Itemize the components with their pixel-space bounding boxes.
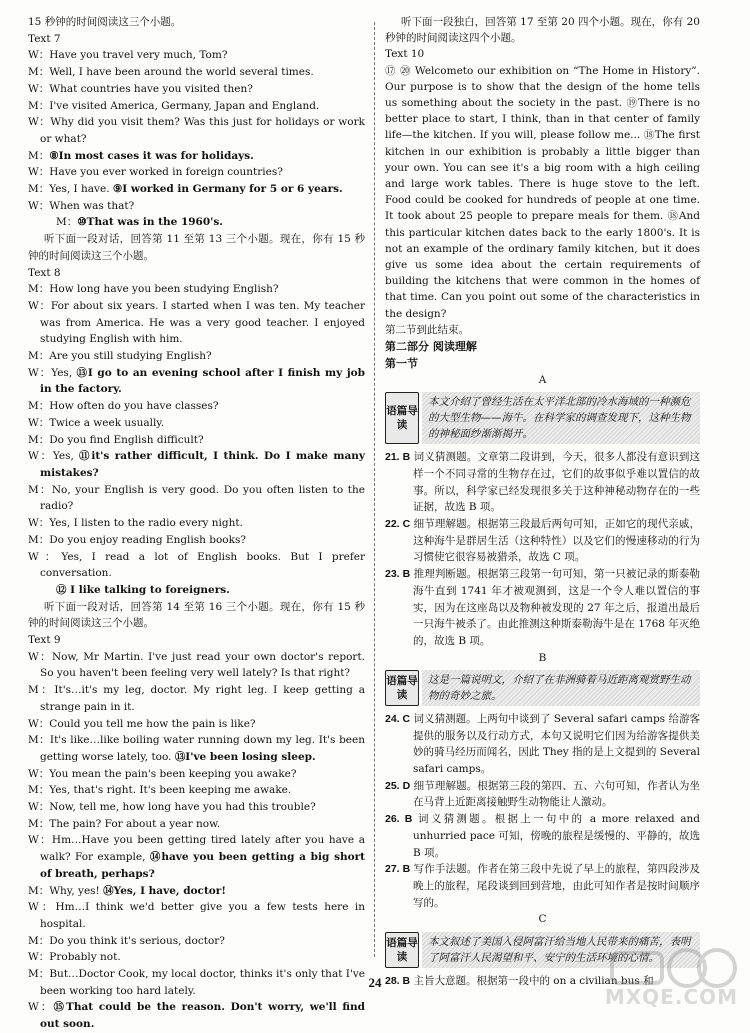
answer-explanation xyxy=(385,516,700,566)
guide-tag: 语篇导读 xyxy=(385,392,419,444)
section-heading: 第一节 xyxy=(385,357,418,371)
answer-text: 词义猜测题。上两句中谈到了 Several safari camps 给游客提供的服务以及行动方式，本句又说明它们因为给游客提供美妙的骑马经历而闻名，因此 They 指的是上文提到的 Several safari camps。 xyxy=(413,712,701,776)
dialogue-line: M：⑧In most cases it was for holidays. xyxy=(28,149,254,162)
answer-explanation xyxy=(385,811,700,861)
dialogue-line: M：Do you think it's serious, doctor? xyxy=(28,934,225,947)
answer-text: 写作手法题。作者在第三段中先说了早上的旅程，第四段涉及晚上的旅程，尾段谈到回到营地，由此可知作者是按时间顺序写的。 xyxy=(413,863,700,909)
dialogue-line: W：Hm…Have you been getting tired lately after you have a walk? For example, ⑭have you been getting a big short of breath, perhaps? xyxy=(28,834,365,880)
dialogue-line: W：Probably not. xyxy=(28,951,121,964)
section-heading: 第二部分 阅读理解 xyxy=(385,340,477,354)
answer-explanation xyxy=(385,566,700,650)
column-divider xyxy=(374,22,375,957)
answer-number: 22. C xyxy=(385,518,411,531)
dialogue-line: W：⑮That could be the reason. Don't worry, we'll find out soon. xyxy=(28,1001,365,1031)
passage-letter: B xyxy=(538,651,547,664)
dialogue-line: M：It's like…like boiling water running down my leg. It's been getting worse lately, too. ⑬I've been losing sleep. xyxy=(28,734,365,763)
dialogue-line: W：For about six years. I started when I was ten. My teacher was from America. He was a very good teacher. I enjoyed studying English with him. xyxy=(28,299,365,346)
dialogue-line: W：Now, tell me, how long have you had this trouble? xyxy=(28,801,316,814)
dialogue-line: M：Do you enjoy reading English books? xyxy=(28,533,246,546)
answer-number: 27. B xyxy=(385,863,411,876)
dialogue-line: M：The pain? For about a year now. xyxy=(28,817,221,830)
answer-number: 28. B xyxy=(385,974,411,987)
text-line: Text 7 xyxy=(28,32,61,45)
dialogue-line: W：When was that? xyxy=(28,199,135,212)
page-number: 24 xyxy=(368,975,382,990)
text-line: Text 8 xyxy=(28,266,61,279)
left-column xyxy=(28,14,365,1033)
dialogue-line: M：Why, yes! ⑭Yes, I have, doctor! xyxy=(28,884,226,897)
text-line: 听下面一段独白，回答第 17 至第 20 四个小题。现在，你有 20 秒钟的时间阅读这四个小题。 xyxy=(385,16,700,45)
answer-text: 细节理解题。根据第三段的第四、五、六句可知，作者认为坐在马背上近距离接触野生动物能让人激动。 xyxy=(413,779,700,809)
dialogue-line: W：Have you travel very much, Tom? xyxy=(28,49,228,62)
dialogue-line: M：Are you still studying English? xyxy=(28,350,212,363)
dialogue-line: M：But…Doctor Cook, my local doctor, thinks it's only that I've been working too hard lately. xyxy=(28,968,365,997)
dialogue-line: M：Well, I have been around the world several times. xyxy=(28,66,314,79)
dialogue-line: M：Yes, that's right. It's been keeping me awake. xyxy=(28,784,292,797)
guide-text: 本文叙述了美国入侵阿富汗给当地人民带来的痛苦，表明了阿富汗人民渴望和平、安宁的生活环境的心情。 xyxy=(422,932,700,968)
dialogue-line: W：Now, Mr Martin. I've just read your own doctor's report. So you haven't been feeling very well lately? Is that right? xyxy=(28,650,365,680)
answer-text: 词义猜测题。根据上一句中的 a more relaxed and unhurried pace 可知，傍晚的旅程是缓慢的、平静的，故选 B 项。 xyxy=(413,813,700,859)
dialogue-line: W：Yes, ⑪it's rather difficult, I think. Do I make many mistakes? xyxy=(28,450,365,479)
answer-text: 推理判断题。根据第三段第一句可知，第一只被记录的斯泰勒海牛直到 1741 年才被观测到，这是一个令人难以置信的事实，因为在这座岛以及物种被发现的 27 年之后，报道出最后一只海牛被杀了。由此推测这种斯泰勒海牛是在 1768 年灭绝的，故选 B 项。 xyxy=(413,568,700,647)
watermark-logo xyxy=(592,943,742,1013)
answer-number: 23. B xyxy=(385,568,411,581)
guide-tag: 语篇导读 xyxy=(385,670,419,706)
text-line: ⑰ ⑳ Welcometo our exhibition on “The Home in History”. Our purpose is to show that the design of the home tells us something about the society in the past. ⑲There is no better place to start, I think, than in that center of family life—the kitchen. If you will, please follow me... ⑱The first kitchen in our exhibition is probably a little bigger than your own. You can see it's a big room with a high ceiling and large work tables. There is huge stove to the left. Food could be cooked for hundreds of people at one time. It took about 25 people to prepare meals for them. ⑱And this particular kitchen dates back to the early 1800's. It is not an example of the ordinary family kitchen, but it does give us some idea about the certain requirements of building the kitchens that were common in the homes of that time. Can you point out some of the characteristics in the design? xyxy=(385,64,700,320)
passage-letter: C xyxy=(538,913,547,926)
dialogue-line: W：Why did you visit them? Was this just for holidays or work or what? xyxy=(28,116,365,145)
answer-number: 24. C xyxy=(385,712,411,725)
text-line: Text 9 xyxy=(28,634,61,647)
answer-explanation xyxy=(385,711,700,778)
passage-guide xyxy=(385,670,700,706)
dialogue-line: M：How often do you have classes? xyxy=(28,400,219,413)
text-line: 15 秒钟的时间阅读这三个小题。 xyxy=(28,16,182,28)
answer-text: 主旨大意题。根据第一段中的 on a civilian bus 和 xyxy=(413,974,654,987)
text-line: 第二节到此结束。 xyxy=(385,323,469,336)
dialogue-line: W：Could you tell me how the pain is like? xyxy=(28,717,256,730)
dialogue-line: W：Hm…I think we'd better give you a few tests here in hospital. xyxy=(28,901,365,930)
passage-letter: A xyxy=(538,374,547,387)
answer-explanation xyxy=(385,449,700,516)
dialogue-line: M：I've visited America, Germany, Japan and England. xyxy=(28,99,320,112)
text-line: 听下面一段对话，回答第 11 至第 13 三个小题。现在，你有 15 秒钟的时间阅读这三个小题。 xyxy=(28,233,365,262)
answer-text: 词义猜测题。文章第二段讲到，今天，很多人都没有意识到这样一个不同寻常的生物存在过，它们的故事似乎难以置信的故事。所以，科学家已经发现很多关于这种神秘动物存在的一些证据，故选 B 项。 xyxy=(413,451,700,514)
answer-text: 细节理解题。根据第三段最后两句可知，正如它的现代亲戚，这种海牛是群居生活（这种特性）以及它们的慢速移动的行为习惯使它很容易被猎杀，故选 C 项。 xyxy=(413,518,700,564)
dialogue-line: M：Do you find English difficult? xyxy=(28,433,204,446)
answer-number: 26. B xyxy=(385,813,413,826)
dialogue-line: W：Yes, ⑬I go to an evening school after I finish my job in the factory. xyxy=(28,366,365,396)
dialogue-line: W：Yes, I read a lot of English books. But I prefer conversation. xyxy=(28,550,365,580)
dialogue-line: M：It's…it's my leg, doctor. My right leg. I keep getting a strange pain in it. xyxy=(28,684,365,713)
dialogue-line: M：Yes, I have. ⑨I worked in Germany for 5 or 6 years. xyxy=(28,183,343,196)
text-line: M：⑩That was in the 1960's. xyxy=(56,216,223,229)
dialogue-line: W：You mean the pain's been keeping you awake? xyxy=(28,767,297,780)
text-line: Text 10 xyxy=(385,48,425,61)
watermark-text: MXQE.COM xyxy=(604,985,738,1009)
guide-tag: 语篇导读 xyxy=(385,932,419,968)
dialogue-line: W：Twice a week usually. xyxy=(28,416,165,429)
answer-number: 21. B xyxy=(385,451,411,464)
text-line: 听下面一段对话，回答第 14 至第 16 三个小题。现在，你有 15 秒钟的时间阅读这三个小题。 xyxy=(28,600,365,630)
answer-number: 25. D xyxy=(385,779,411,792)
passage-guide xyxy=(385,392,700,444)
answer-explanation xyxy=(385,778,700,811)
guide-text: 本文介绍了曾经生活在太平洋北部的冷水海域的一种濒危的大型生物——海牛。在科学家的调查发现下，这种生物的神秘面纱渐渐揭开。 xyxy=(422,392,700,444)
right-column xyxy=(385,14,700,989)
dialogue-line: M：How long have you been studying English? xyxy=(28,283,279,296)
dialogue-line: M：No, your English is very good. Do you often listen to the radio? xyxy=(28,483,365,513)
answer-explanation xyxy=(385,861,700,911)
guide-text: 这是一篇说明文，介绍了在非洲骑着马近距离观赏野生动物的奇妙之旅。 xyxy=(422,670,700,706)
dialogue-line: W：Have you ever worked in foreign countries? xyxy=(28,166,283,179)
text-line: ⑫ I like talking to foreigners. xyxy=(56,583,230,596)
dialogue-line: W：Yes, I listen to the radio every night. xyxy=(28,517,243,530)
dialogue-line: W：What countries have you visited then? xyxy=(28,82,253,95)
